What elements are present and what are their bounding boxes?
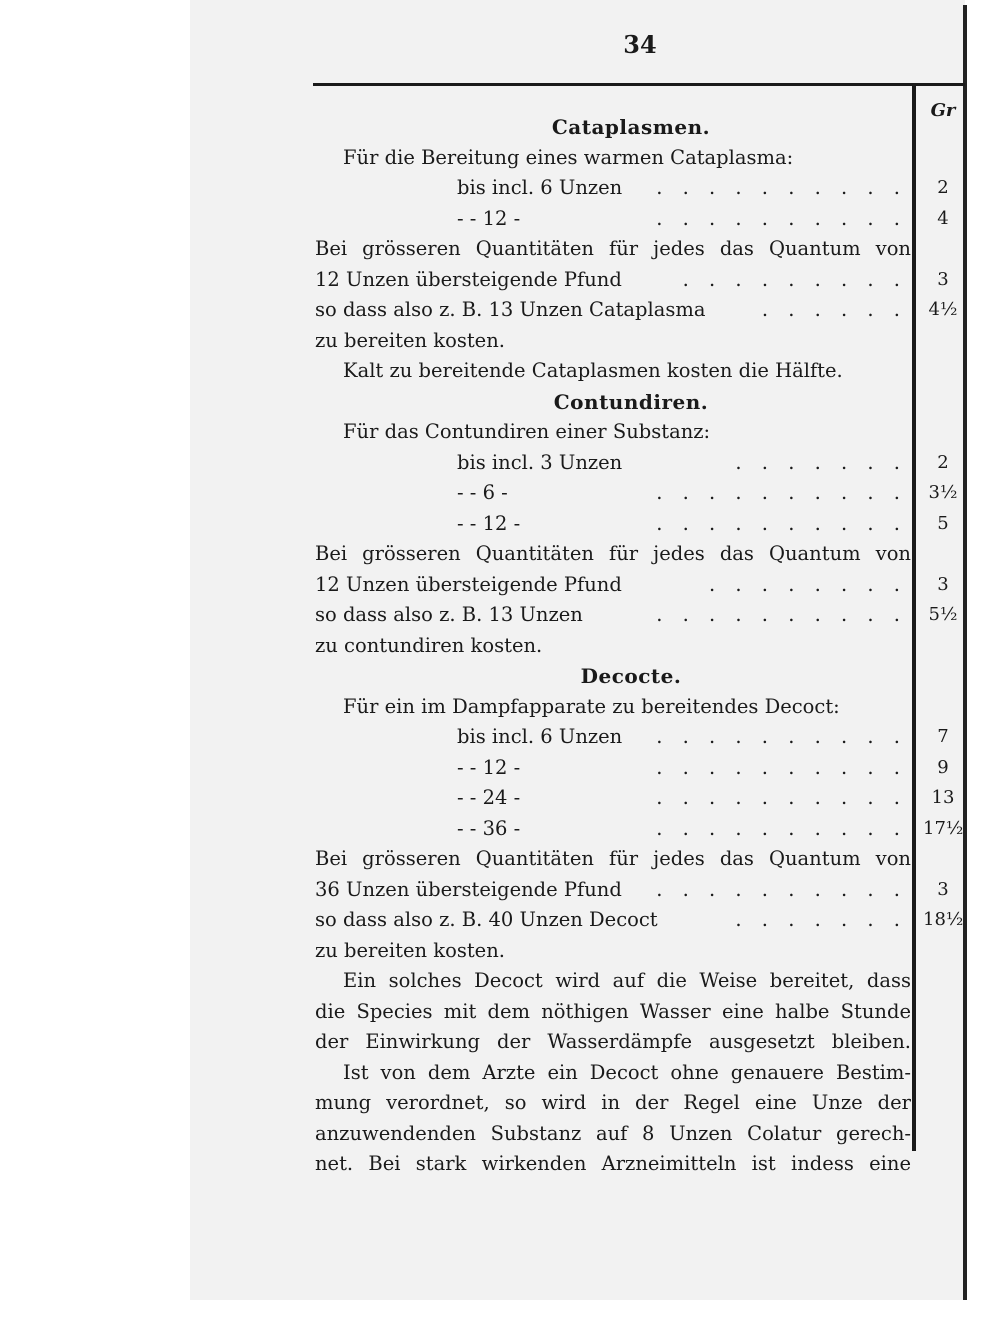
price-column-header: Gr — [930, 100, 956, 121]
line-text: zu contundiren kosten. — [315, 633, 543, 657]
leader-dots: . . . . . . . . . . — [656, 511, 907, 535]
price-row — [315, 173, 949, 204]
section-heading: Contundiren. — [553, 389, 709, 414]
leader-dots: . . . . . . . . . . — [656, 725, 907, 748]
leader-dots: . . . . . . . . . . — [656, 176, 907, 199]
line-text: zu bereiten kosten. — [315, 938, 505, 962]
line-text: - - 36 - — [457, 816, 521, 840]
line-text: Für das Contundiren einer Substanz: — [343, 420, 711, 443]
price-amount: 3½ — [928, 482, 958, 503]
line-text: Für die Bereitung eines warmen Cataplasma: — [343, 145, 794, 169]
leader-dots: . . . . . . . . . . — [656, 206, 907, 230]
line-text: so dass also z. B. 40 Unzen Decoct — [315, 908, 658, 931]
text-line — [315, 936, 911, 967]
line-text: so dass also z. B. 13 Unzen — [315, 603, 583, 626]
price-row — [315, 905, 964, 936]
line-text: bis incl. 3 Unzen — [457, 450, 623, 474]
price-row — [315, 265, 949, 296]
price-row — [315, 509, 949, 540]
text-line — [315, 326, 911, 357]
page-number: 34 — [623, 30, 657, 59]
text-line — [315, 966, 911, 997]
line-text: die Species mit dem nöthigen Wasser eine halbe Stunde — [315, 999, 911, 1023]
line-text: net. Bei stark wirkenden Arzneimitteln ist indess eine — [315, 1152, 911, 1175]
text-line — [315, 1027, 911, 1058]
page-content — [315, 112, 964, 1180]
line-text: 36 Unzen übersteigende Pfund — [315, 877, 622, 901]
price-row — [315, 448, 949, 479]
leader-dots: . . . . . . . . . . — [656, 877, 907, 901]
price-amount: 3 — [937, 268, 949, 290]
line-text: bis incl. 6 Unzen — [457, 176, 623, 199]
line-text: - - 12 - — [457, 755, 521, 779]
leader-dots: . . . . . . . — [735, 908, 907, 931]
text-line — [315, 356, 911, 387]
line-text: der Einwirkung der Wasserdämpfe ausgesetzt bleiben. — [315, 1030, 911, 1053]
line-text: Ist von dem Arzte ein Decoct ohne genauere Bestim- — [343, 1060, 911, 1084]
line-text: - - 6 - — [457, 481, 508, 504]
price-amount: 3 — [937, 878, 949, 900]
price-amount: 2 — [937, 177, 949, 198]
header-rule — [313, 83, 965, 86]
page-edge — [963, 5, 967, 1300]
line-text: - - 24 - — [457, 786, 521, 809]
text-line — [315, 1088, 911, 1119]
leader-dots: . . . . . . . . . — [682, 267, 907, 291]
leader-dots: . . . . . . . . . . — [656, 755, 907, 779]
price-amount: 7 — [937, 726, 949, 747]
text-line — [315, 417, 911, 448]
price-amount: 9 — [937, 756, 949, 778]
price-row — [315, 600, 958, 631]
line-text: zu bereiten kosten. — [315, 328, 505, 352]
section-heading: Cataplasmen. — [551, 115, 711, 139]
price-amount: 17½ — [923, 817, 964, 839]
line-text: Bei grösseren Quantitäten für jedes das Quantum von — [315, 237, 911, 260]
price-amount: 18½ — [923, 909, 964, 930]
text-line — [315, 692, 911, 723]
leader-dots: . . . . . . — [761, 298, 907, 321]
leader-dots: . . . . . . . . — [709, 572, 907, 596]
text-line — [315, 997, 911, 1028]
line-text: so dass also z. B. 13 Unzen Cataplasma — [315, 298, 706, 321]
price-amount: 2 — [937, 451, 949, 473]
line-text: - - 12 - — [457, 206, 521, 230]
line-text: 12 Unzen übersteigende Pfund — [315, 572, 622, 596]
price-amount: 4 — [937, 207, 949, 229]
line-text: bis incl. 6 Unzen — [457, 725, 623, 748]
leader-dots: . . . . . . . — [735, 450, 907, 474]
price-amount: 4½ — [928, 299, 958, 320]
price-row — [315, 875, 949, 906]
price-amount: 3 — [937, 573, 949, 595]
text-line — [315, 1119, 911, 1150]
leader-dots: . . . . . . . . . . — [656, 481, 907, 504]
left-margin — [0, 0, 190, 1335]
price-row — [315, 783, 955, 814]
price-row — [315, 814, 964, 845]
text-line — [315, 1149, 911, 1180]
line-text: Kalt zu bereitende Cataplasmen kosten die Hälfte. — [343, 359, 843, 382]
price-amount: 13 — [931, 787, 955, 808]
price-row — [315, 204, 949, 235]
text-line — [315, 143, 911, 174]
line-text: Bei grösseren Quantitäten für jedes das Quantum von — [315, 542, 911, 565]
line-text: - - 12 - — [457, 511, 521, 535]
column-rule — [912, 86, 916, 1151]
price-amount: 5½ — [928, 604, 958, 625]
price-row — [315, 295, 958, 326]
leader-dots: . . . . . . . . . . — [656, 603, 907, 626]
line-text: Ein solches Decoct wird auf die Weise bereitet, dass — [343, 969, 911, 992]
section-heading: Decocte. — [580, 664, 682, 688]
price-row — [315, 753, 949, 784]
leader-dots: . . . . . . . . . . — [656, 816, 907, 840]
text-line — [315, 539, 911, 570]
text-line — [315, 631, 911, 662]
price-row — [315, 722, 949, 753]
leader-dots: . . . . . . . . . . — [656, 786, 907, 809]
line-text: mung verordnet, so wird in der Regel eine Unze der — [315, 1091, 911, 1114]
price-amount: 5 — [937, 512, 949, 534]
text-line — [315, 1058, 911, 1089]
line-text: anzuwendenden Substanz auf 8 Unzen Colatur gerech- — [315, 1121, 911, 1145]
price-row — [315, 570, 949, 601]
line-text: Bei grösseren Quantitäten für jedes das Quantum von — [315, 847, 911, 870]
line-text: Für ein im Dampfapparate zu bereitendes Decoct: — [343, 694, 840, 718]
line-text: 12 Unzen übersteigende Pfund — [315, 267, 622, 291]
price-row — [315, 478, 958, 509]
text-line — [315, 844, 911, 875]
text-line — [315, 234, 911, 265]
